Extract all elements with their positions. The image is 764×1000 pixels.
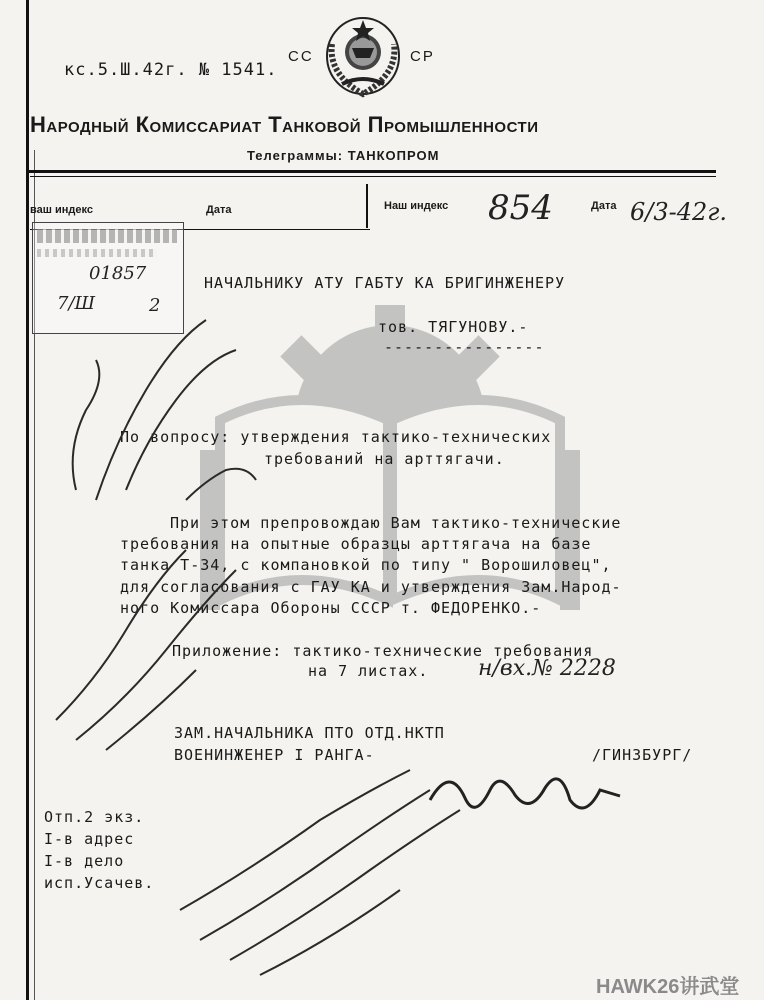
your-index-label: ваш индекс <box>30 204 93 216</box>
date-label-1: Дата <box>206 204 232 216</box>
subject-line-2: требований на арттягачи. <box>264 450 505 468</box>
source-watermark: HAWK26讲武堂 <box>596 976 740 998</box>
our-index-label: Наш индекс <box>384 200 449 212</box>
signature-title-2: ВОЕНИНЖЕНЕР I РАНГА- <box>174 746 375 764</box>
distribution-line-3: I-в дело <box>44 852 125 870</box>
body-line-2: требования на опытные образцы арттягача на базе <box>120 535 592 553</box>
index-divider <box>366 184 368 228</box>
date-value: 6/3-42г. <box>630 198 728 226</box>
addressee-line-2: тов. ТЯГУНОВУ.- <box>378 318 529 336</box>
attachment-line-2: на 7 листах. <box>308 662 429 680</box>
signature-name: /ГИНЗБУРГ/ <box>592 746 693 764</box>
telegram-address: Телеграммы: ТАНКОПРОМ <box>247 148 440 163</box>
signature-title-1: ЗАМ.НАЧАЛЬНИКА ПТО ОТД.НКТП <box>174 724 445 742</box>
emblem-right-text: СР <box>410 48 435 65</box>
bottom-handwriting-icon <box>170 760 490 980</box>
stamp-suffix: 2 <box>149 295 161 316</box>
stamp-number: 01857 <box>89 263 147 284</box>
ministry-title: Народный Комиссариат Танковой Промышленности <box>30 112 539 137</box>
distribution-line-1: Отп.2 экз. <box>44 808 145 826</box>
body-line-1: При этом препровождаю Вам тактико-технические <box>170 514 622 532</box>
incoming-reg-handwritten: н/вх.№ 2228 <box>478 656 616 681</box>
subject-line-1: По вопросу: утверждения тактико-технических <box>120 428 552 446</box>
emblem-left-text: СС <box>288 48 314 65</box>
our-index-value: 854 <box>488 188 553 228</box>
state-emblem-icon <box>322 14 404 98</box>
addressee-line-1: НАЧАЛЬНИКУ АТУ ГАБТУ КА БРИГИНЖЕНЕРУ <box>204 274 566 292</box>
left-margin-line <box>26 0 29 1000</box>
margin-handwriting-icon <box>36 300 276 760</box>
stamp-date: 7/Ш <box>57 293 96 314</box>
attachment-line-1: Приложение: тактико-технические требования <box>172 642 594 660</box>
header-rule-thin <box>30 176 716 177</box>
registration-number: кс.5.Ш.42г. № 1541. <box>64 60 278 80</box>
distribution-line-2: I-в адрес <box>44 830 135 848</box>
body-line-3: танка Т-34, с компановкой по типу " Ворошиловец", <box>120 556 612 574</box>
distribution-line-4: исп.Усачев. <box>44 874 155 892</box>
body-line-5: ного Комиссара Обороны СССР т. ФЕДОРЕНКО.- <box>120 599 542 617</box>
date-label-2: Дата <box>591 200 617 212</box>
header-rule-thick <box>26 170 716 173</box>
body-line-4: для согласования с ГАУ КА и утверждения Зам.Народ- <box>120 578 622 596</box>
addressee-underline: ---------------- <box>384 338 545 356</box>
